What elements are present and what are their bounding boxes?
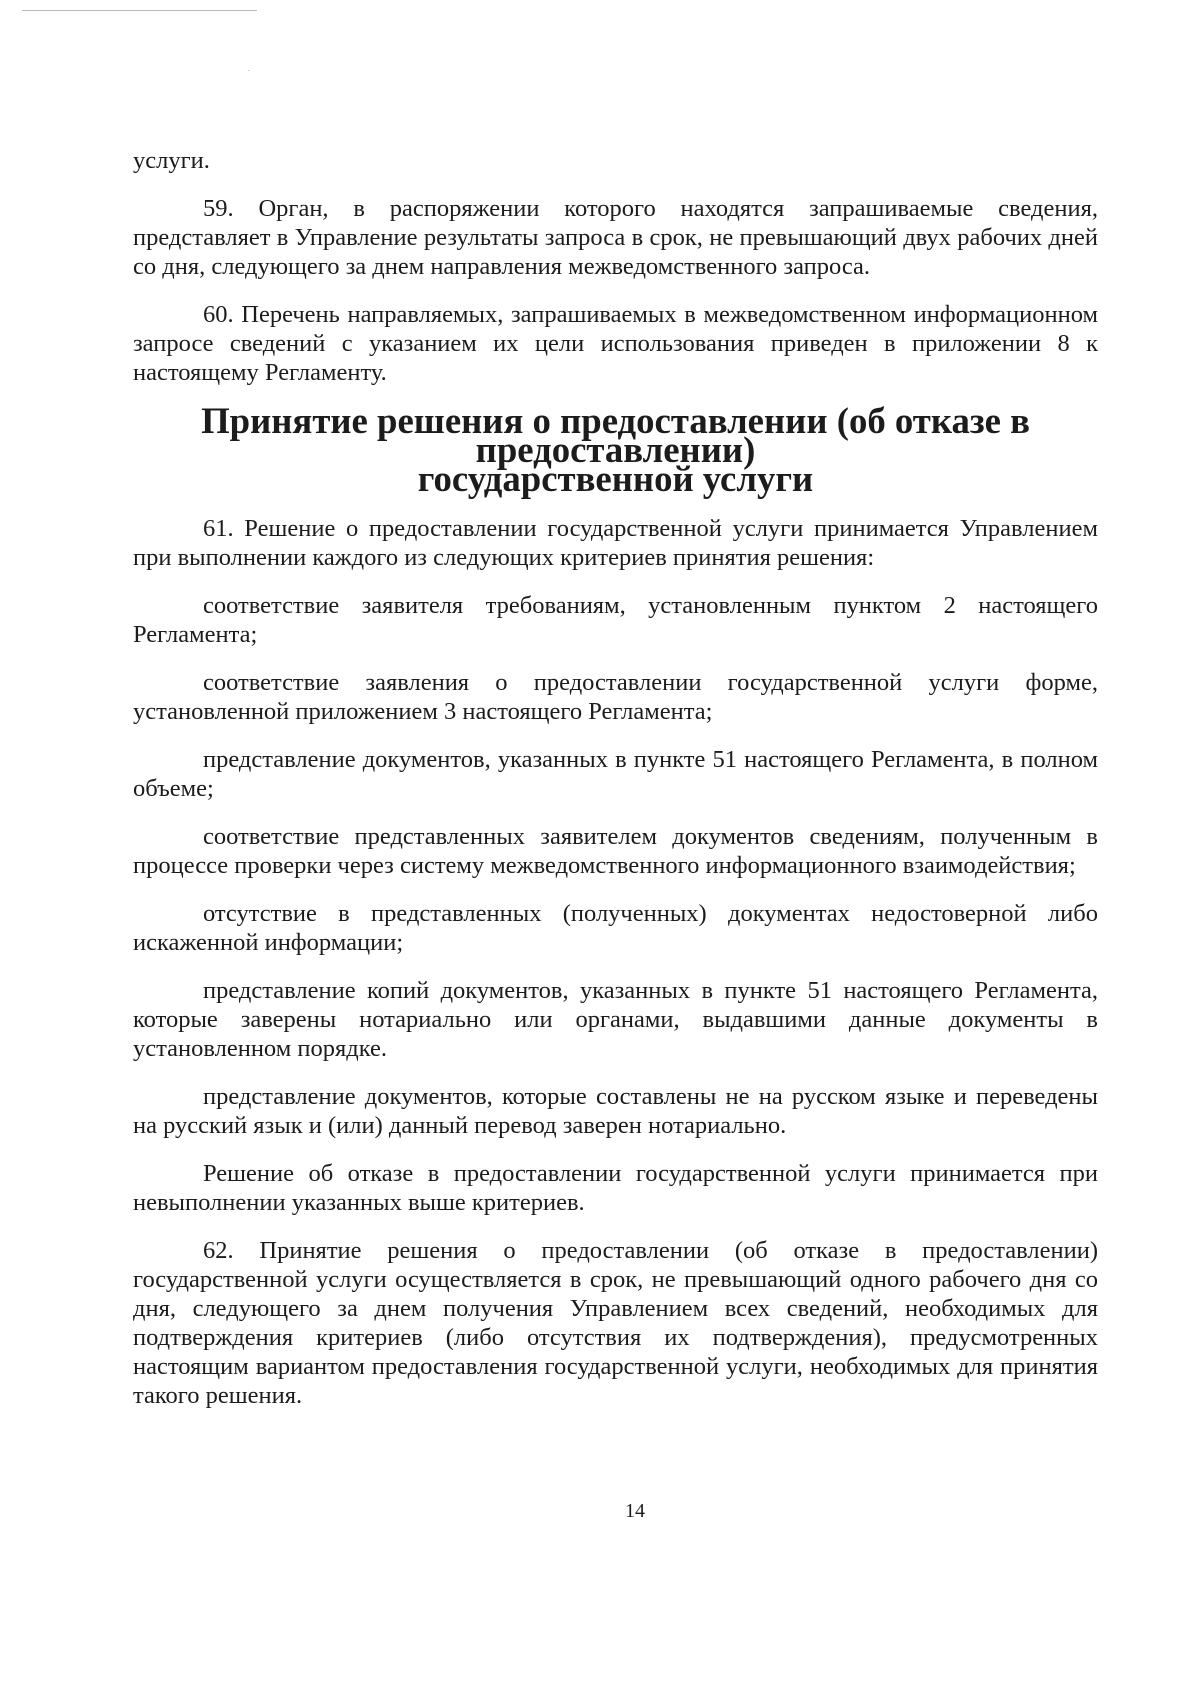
criterion-certified-copies: представление копий документов, указанных в пункте 51 настоящего Регламента, которые заверены нотариально или органами, выдавшими данные документы в установленном порядке.: [133, 977, 1098, 1062]
paragraph-61: 61. Решение о предоставлении государственной услуги принимается Управлением при выполнении каждого из следующих критериев принятия решения:: [133, 515, 1098, 571]
section-heading-line-1: Принятие решения о предоставлении (об отказе в предоставлении): [201, 400, 1030, 470]
criterion-applicant-requirements: соответствие заявителя требованиям, установленным пунктом 2 настоящего Регламента;: [133, 592, 1098, 648]
document-body: [133, 146, 1098, 1429]
refusal-paragraph: Решение об отказе в предоставлении государственной услуги принимается при невыполнении указанных выше критериев.: [133, 1160, 1098, 1216]
page-number: 14: [625, 1500, 645, 1522]
scan-artifact-speck: [248, 70, 250, 71]
criterion-documents-complete: представление документов, указанных в пункте 51 настоящего Регламента, в полном объеме;: [133, 746, 1098, 802]
criterion-translated-documents: представление документов, которые составлены не на русском языке и переведены на русский язык и (или) данный перевод заверен нотариально.: [133, 1083, 1098, 1139]
criterion-documents-verified: соответствие представленных заявителем документов сведениям, полученным в процессе проверки через систему межведомственного информационного взаимодействия;: [133, 823, 1098, 879]
section-heading-line-2: государственной услуги: [417, 458, 814, 499]
scan-artifact-line: [22, 10, 257, 11]
section-heading: [133, 400, 1098, 499]
criterion-application-form: соответствие заявления о предоставлении государственной услуги форме, установленной приложением 3 настоящего Регламента;: [133, 669, 1098, 725]
paragraph-59: 59. Орган, в распоряжении которого находятся запрашиваемые сведения, представляет в Управление результаты запроса в срок, не превышающий двух рабочих дней со дня, следующего за днем направления межведомственного запроса.: [133, 195, 1098, 280]
continuation-text: услуги.: [133, 147, 210, 174]
paragraph-60: 60. Перечень направляемых, запрашиваемых в межведомственном информационном запросе сведений с указанием их цели использования приведен в приложении 8 к настоящему Регламенту.: [133, 301, 1098, 386]
paragraph-62: 62. Принятие решения о предоставлении (об отказе в предоставлении) государственной услуги осуществляется в срок, не превышающий одного рабочего дня со дня, следующего за днем получения Управлением всех сведений, необходимых для подтверждения критериев (либо отсутствия их подтверждения), предусмотренных настоящим вариантом предоставления государственной услуги, необходимых для принятия такого решения.: [133, 1237, 1098, 1409]
criterion-no-false-information: отсутствие в представленных (полученных) документах недостоверной либо искаженной информации;: [133, 900, 1098, 956]
